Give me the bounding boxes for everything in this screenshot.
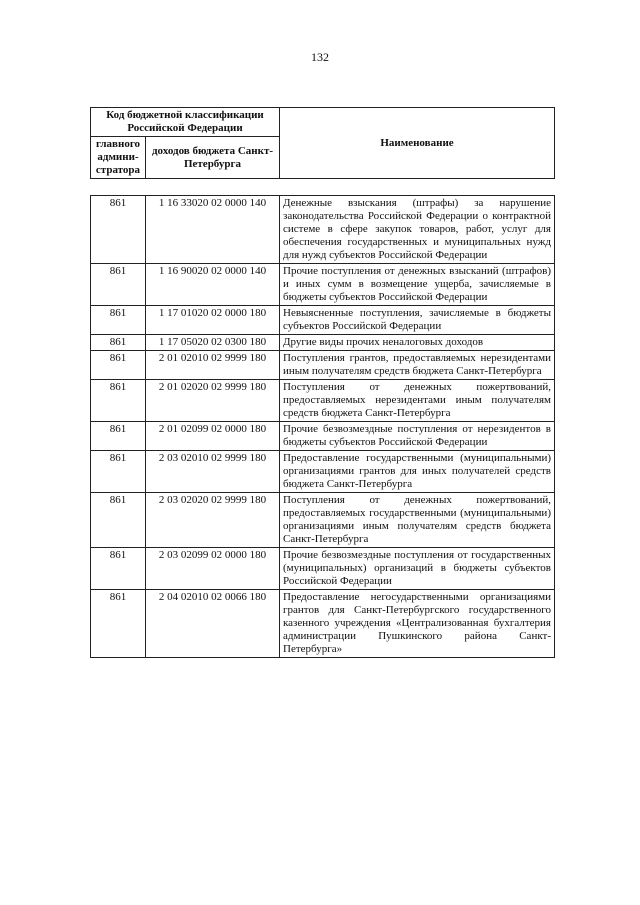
name-cell: Прочие поступления от денежных взысканий (штрафов) и иных сумм в возмещение ущерба, зачисляемые в бюджеты субъектов Российской Федерации xyxy=(280,264,555,306)
admin-code-cell: 861 xyxy=(91,493,146,548)
table-row xyxy=(91,264,555,306)
name-cell: Прочие безвозмездные поступления от государственных (муниципальных) организаций в бюджеты субъектов Российской Федерации xyxy=(280,548,555,590)
name-cell: Предоставление негосударственными организациями грантов для Санкт-Петербургского государственного казенного учреждения «Централизованная бухгалтерия администрации Пушкинского района Санкт-Петербурга» xyxy=(280,590,555,658)
data-table xyxy=(90,195,555,658)
table-row xyxy=(91,590,555,658)
table-row xyxy=(91,493,555,548)
name-cell: Поступления от денежных пожертвований, предоставляемых государственными (муниципальными) организациями иным получателям средств бюджета Санкт-Петербурга xyxy=(280,493,555,548)
income-code-cell: 2 03 02099 02 0000 180 xyxy=(146,548,280,590)
income-code-cell: 1 16 33020 02 0000 140 xyxy=(146,196,280,264)
admin-code-cell: 861 xyxy=(91,380,146,422)
income-code-cell: 2 01 02020 02 9999 180 xyxy=(146,380,280,422)
income-code-cell: 1 17 05020 02 0300 180 xyxy=(146,335,280,351)
income-code-cell: 2 03 02010 02 9999 180 xyxy=(146,451,280,493)
name-cell: Другие виды прочих неналоговых доходов xyxy=(280,335,555,351)
admin-code-cell: 861 xyxy=(91,196,146,264)
page-number: 132 xyxy=(311,50,329,64)
table-row xyxy=(91,422,555,451)
name-cell: Прочие безвозмездные поступления от нерезидентов в бюджеты субъектов Российской Федерации xyxy=(280,422,555,451)
table-row xyxy=(91,548,555,590)
admin-code-cell: 861 xyxy=(91,590,146,658)
income-code-cell: 1 17 01020 02 0000 180 xyxy=(146,306,280,335)
table-row xyxy=(91,196,555,264)
admin-code-cell: 861 xyxy=(91,306,146,335)
admin-code-cell: 861 xyxy=(91,548,146,590)
name-cell: Поступления грантов, предоставляемых нерезидентами иным получателям средств бюджета Санкт-Петербурга xyxy=(280,351,555,380)
header-group-title: Код бюджетной классификации Российской Федерации xyxy=(91,108,280,137)
income-code-cell: 2 04 02010 02 0066 180 xyxy=(146,590,280,658)
admin-code-cell: 861 xyxy=(91,351,146,380)
name-cell: Предоставление государственными (муниципальными) организациями грантов для иных получателей средств бюджета Санкт-Петербурга xyxy=(280,451,555,493)
table-row xyxy=(91,335,555,351)
admin-code-cell: 861 xyxy=(91,335,146,351)
header-income: доходов бюджета Санкт-Петербурга xyxy=(146,137,280,179)
table-body xyxy=(91,196,555,658)
header-admin: главного админи-стратора xyxy=(91,137,146,179)
table-row xyxy=(91,351,555,380)
header-name: Наименование xyxy=(280,108,555,179)
admin-code-cell: 861 xyxy=(91,451,146,493)
table-row xyxy=(91,306,555,335)
income-code-cell: 1 16 90020 02 0000 140 xyxy=(146,264,280,306)
table-row xyxy=(91,380,555,422)
income-code-cell: 2 03 02020 02 9999 180 xyxy=(146,493,280,548)
admin-code-cell: 861 xyxy=(91,422,146,451)
income-code-cell: 2 01 02099 02 0000 180 xyxy=(146,422,280,451)
admin-code-cell: 861 xyxy=(91,264,146,306)
name-cell: Поступления от денежных пожертвований, предоставляемых нерезидентами иным получателям средств бюджета Санкт-Петербурга xyxy=(280,380,555,422)
table-header xyxy=(90,107,555,179)
table-row xyxy=(91,451,555,493)
name-cell: Денежные взыскания (штрафы) за нарушение законодательства Российской Федерации о контрактной системе в сфере закупок товаров, работ, услуг для обеспечения государственных и муниципальных нужд для нужд субъектов Российской Федерации xyxy=(280,196,555,264)
income-code-cell: 2 01 02010 02 9999 180 xyxy=(146,351,280,380)
name-cell: Невыясненные поступления, зачисляемые в бюджеты субъектов Российской Федерации xyxy=(280,306,555,335)
